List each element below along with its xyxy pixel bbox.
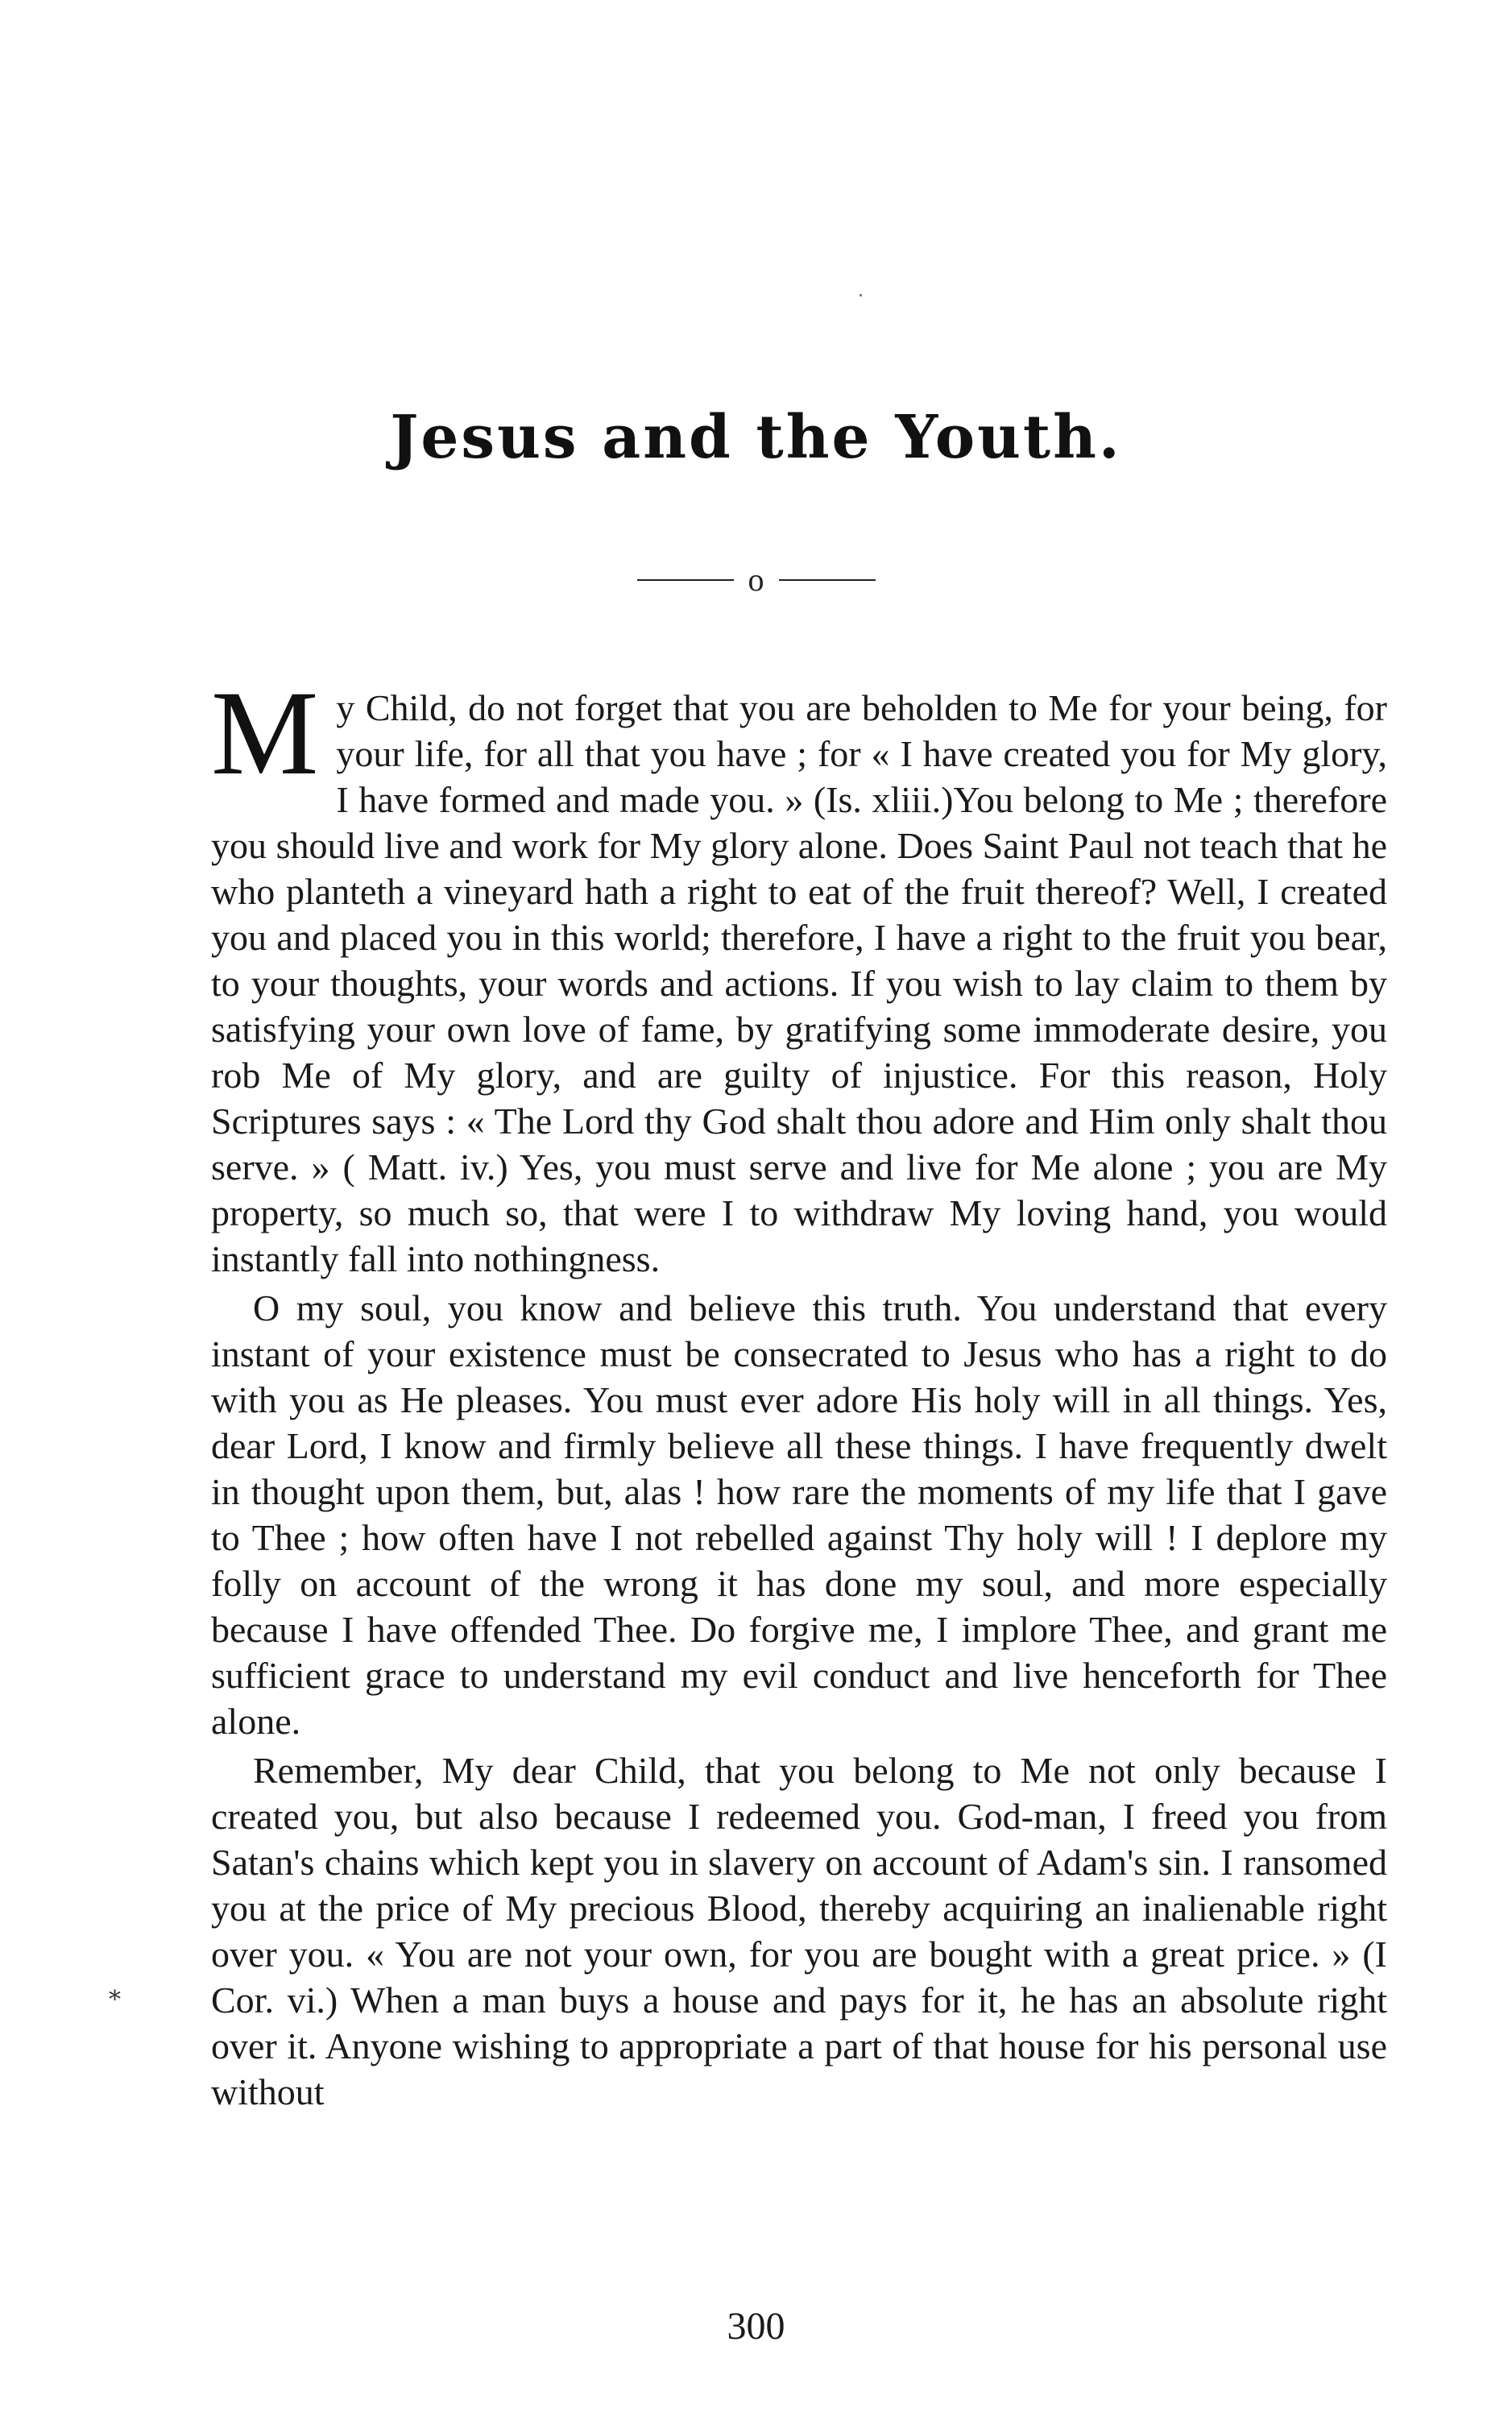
margin-mark: ⁎ — [109, 1979, 121, 2005]
page-number: 300 — [727, 2305, 785, 2348]
ornament-rule-right — [779, 579, 876, 581]
paragraph-2: O my soul, you know and believe this truth. You understand that every instant of your existence must be consecrated to Jesus who has a right to do with you as He pleases. You must ever adore His holy will in all things. Yes, dear Lord, I know and firmly believe all these things. I have frequently dwelt in thought upon them, but, alas ! how rare the moments of my life that I gave to Thee ; how often have I not rebelled against Thy holy will ! I deplore my folly on account of the wrong it has done my soul, and more especially because I have offended Thee. Do forgive me, I implore Thee, and grant me sufficient grace to understand my evil conduct and live henceforth for Thee alone. — [211, 1287, 1387, 1742]
paragraph-1 — [211, 666, 1387, 1282]
paragraph-3: Remember, My dear Child, that you belong to Me not only because I created you, but also because I redeemed you. God-man, I freed you from Satan's chains which kept you in slavery on account of Adam's sin. I ransomed you at the price of My precious Blood, thereby acquiring an inalienable right over you. « You are not your own, for you are bought with a great price. » (I Cor. vi.) When a man buys a house and pays for it, he has an absolute right over it. Anyone wishing to appropriate a part of that house for his personal use without — [211, 1750, 1387, 2112]
chapter-title: Jesus and the Youth. — [390, 403, 1122, 472]
ornament-mark: o — [748, 562, 764, 598]
title-ornament — [0, 564, 1512, 596]
paragraph-1-text: y Child, do not forget that you are beholden to Me for your being, for your life, for all that you have ; for « I have created you for My glory, I have formed and made you. » (Is. xliii.)You belong to Me ; therefore you should live and work for My glory alone. Does Saint Paul not teach that he who planteth a vineyard hath a right to eat of the fruit thereof? Well, I created you and placed you in this world; therefore, I have a right to the fruit you bear, to your thoughts, your words and actions. If you wish to lay claim to them by satisfying your own love of fame, by gratifying some immoderate desire, you rob Me of My glory, and are guilty of injustice. For this reason, Holy Scriptures says : « The Lord thy God shalt thou adore and Him only shalt thou serve. » ( Matt. iv.) Yes, you must serve and live for Me alone ; you are My property, so much so, that were I to withdraw My loving hand, you would instantly fall into nothingness. — [211, 687, 1387, 1279]
speck-mark — [860, 294, 862, 296]
ornament-rule-left — [637, 579, 734, 581]
drop-cap: M — [211, 666, 319, 800]
body-text — [211, 666, 1387, 2115]
